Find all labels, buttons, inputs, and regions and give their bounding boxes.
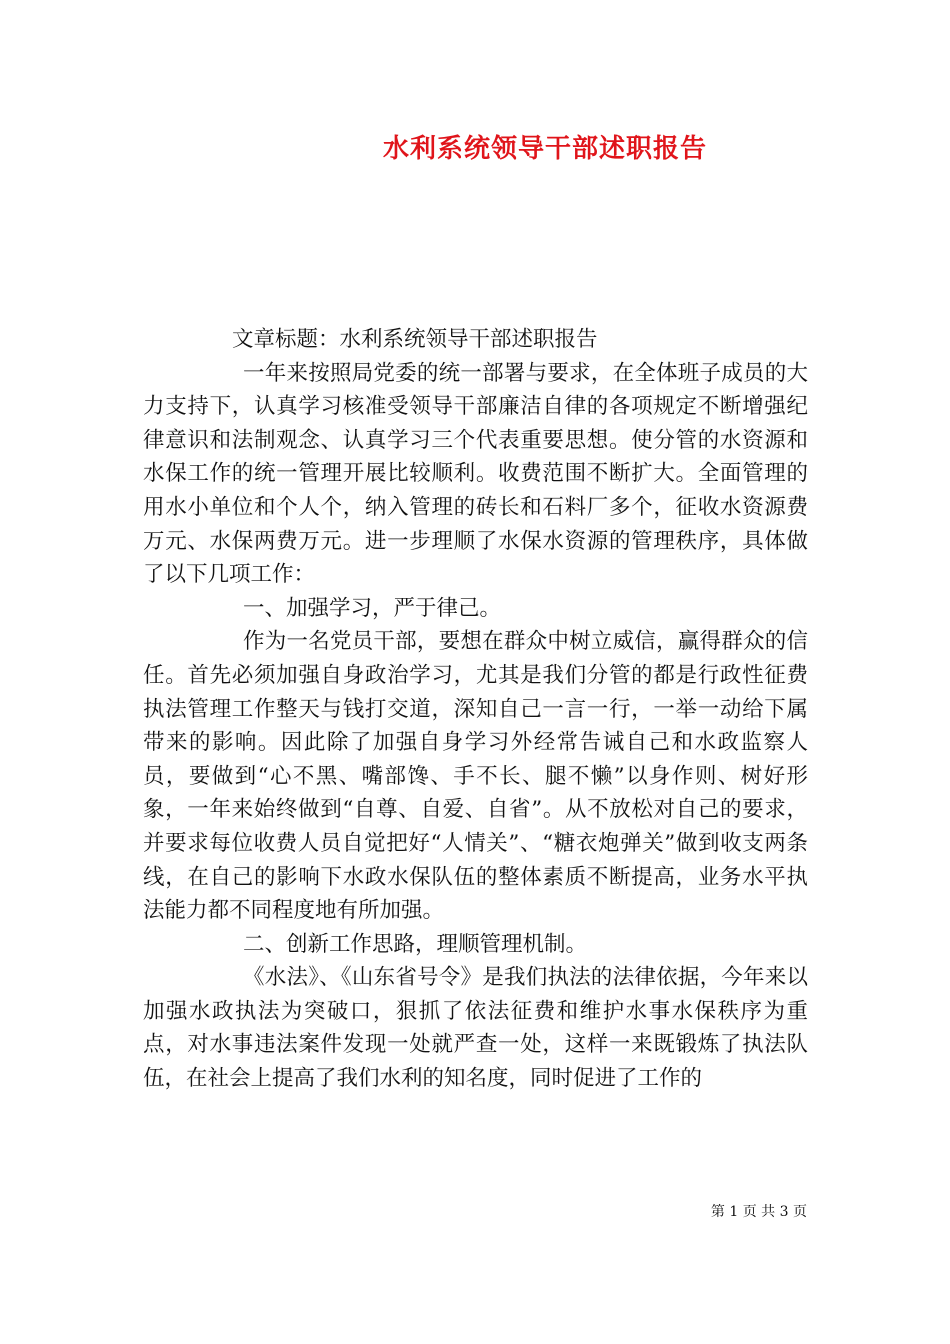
page-number: 第 1 页 共 3 页 (710, 1204, 807, 1220)
paragraph-intro: 一年来按照局党委的统一部署与要求，在全体班子成员的大力支持下，认真学习核准受领导干部廉洁自律的各项规定不断增强纪律意识和法制观念、认真学习三个代表重要思想。使分管的水资源和水保工作的统一管理开展比较顺利。收费范围不断扩大。全面管理的用水小单位和个人个，纳入管理的砖长和石料厂多个，征收水资源费万元、水保两费万元。进一步理顺了水保水资源的管理秩序，具体做了以下几项工作： (143, 360, 808, 588)
paragraph-section-1: 作为一名党员干部，要想在群众中树立威信，赢得群众的信任。首先必须加强自身政治学习，尤其是我们分管的都是行政性征费执法管理工作整天与钱打交道，深知自己一言一行，一举一动给下属带来的影响。因此除了加强自身学习外经常告诫自己和水政监察人员，要做到“心不黑、嘴部馋、手不长、腿不懒”以身作则、树好形象，一年来始终做到“自尊、自爱、自省”。从不放松对自己的要求，并要求每位收费人员自觉把好“人情关”、“糖衣炮弹关”做到收支两条线，在自己的影响下水政水保队伍的整体素质不断提高，业务水平执法能力都不同程度地有所加强。 (143, 629, 808, 924)
section-heading-2: 二、创新工作思路，理顺管理机制。 (243, 931, 588, 957)
page-title: 水利系统领导干部述职报告 (382, 134, 707, 164)
paragraph-section-2: 《水法》、《山东省号令》是我们执法的法律依据，今年来以加强水政执法为突破口，狠抓了依法征费和维护水事水保秩序为重点，对水事违法案件发现一处就严查一处，这样一来既锻炼了执法队伍，在社会上提高了我们水利的知名度，同时促进了工作的 (143, 965, 808, 1092)
article-subtitle: 文章标题：水利系统领导干部述职报告 (232, 327, 598, 352)
document-body (143, 323, 808, 1096)
section-heading-1: 一、加强学习，严于律己。 (243, 595, 502, 621)
